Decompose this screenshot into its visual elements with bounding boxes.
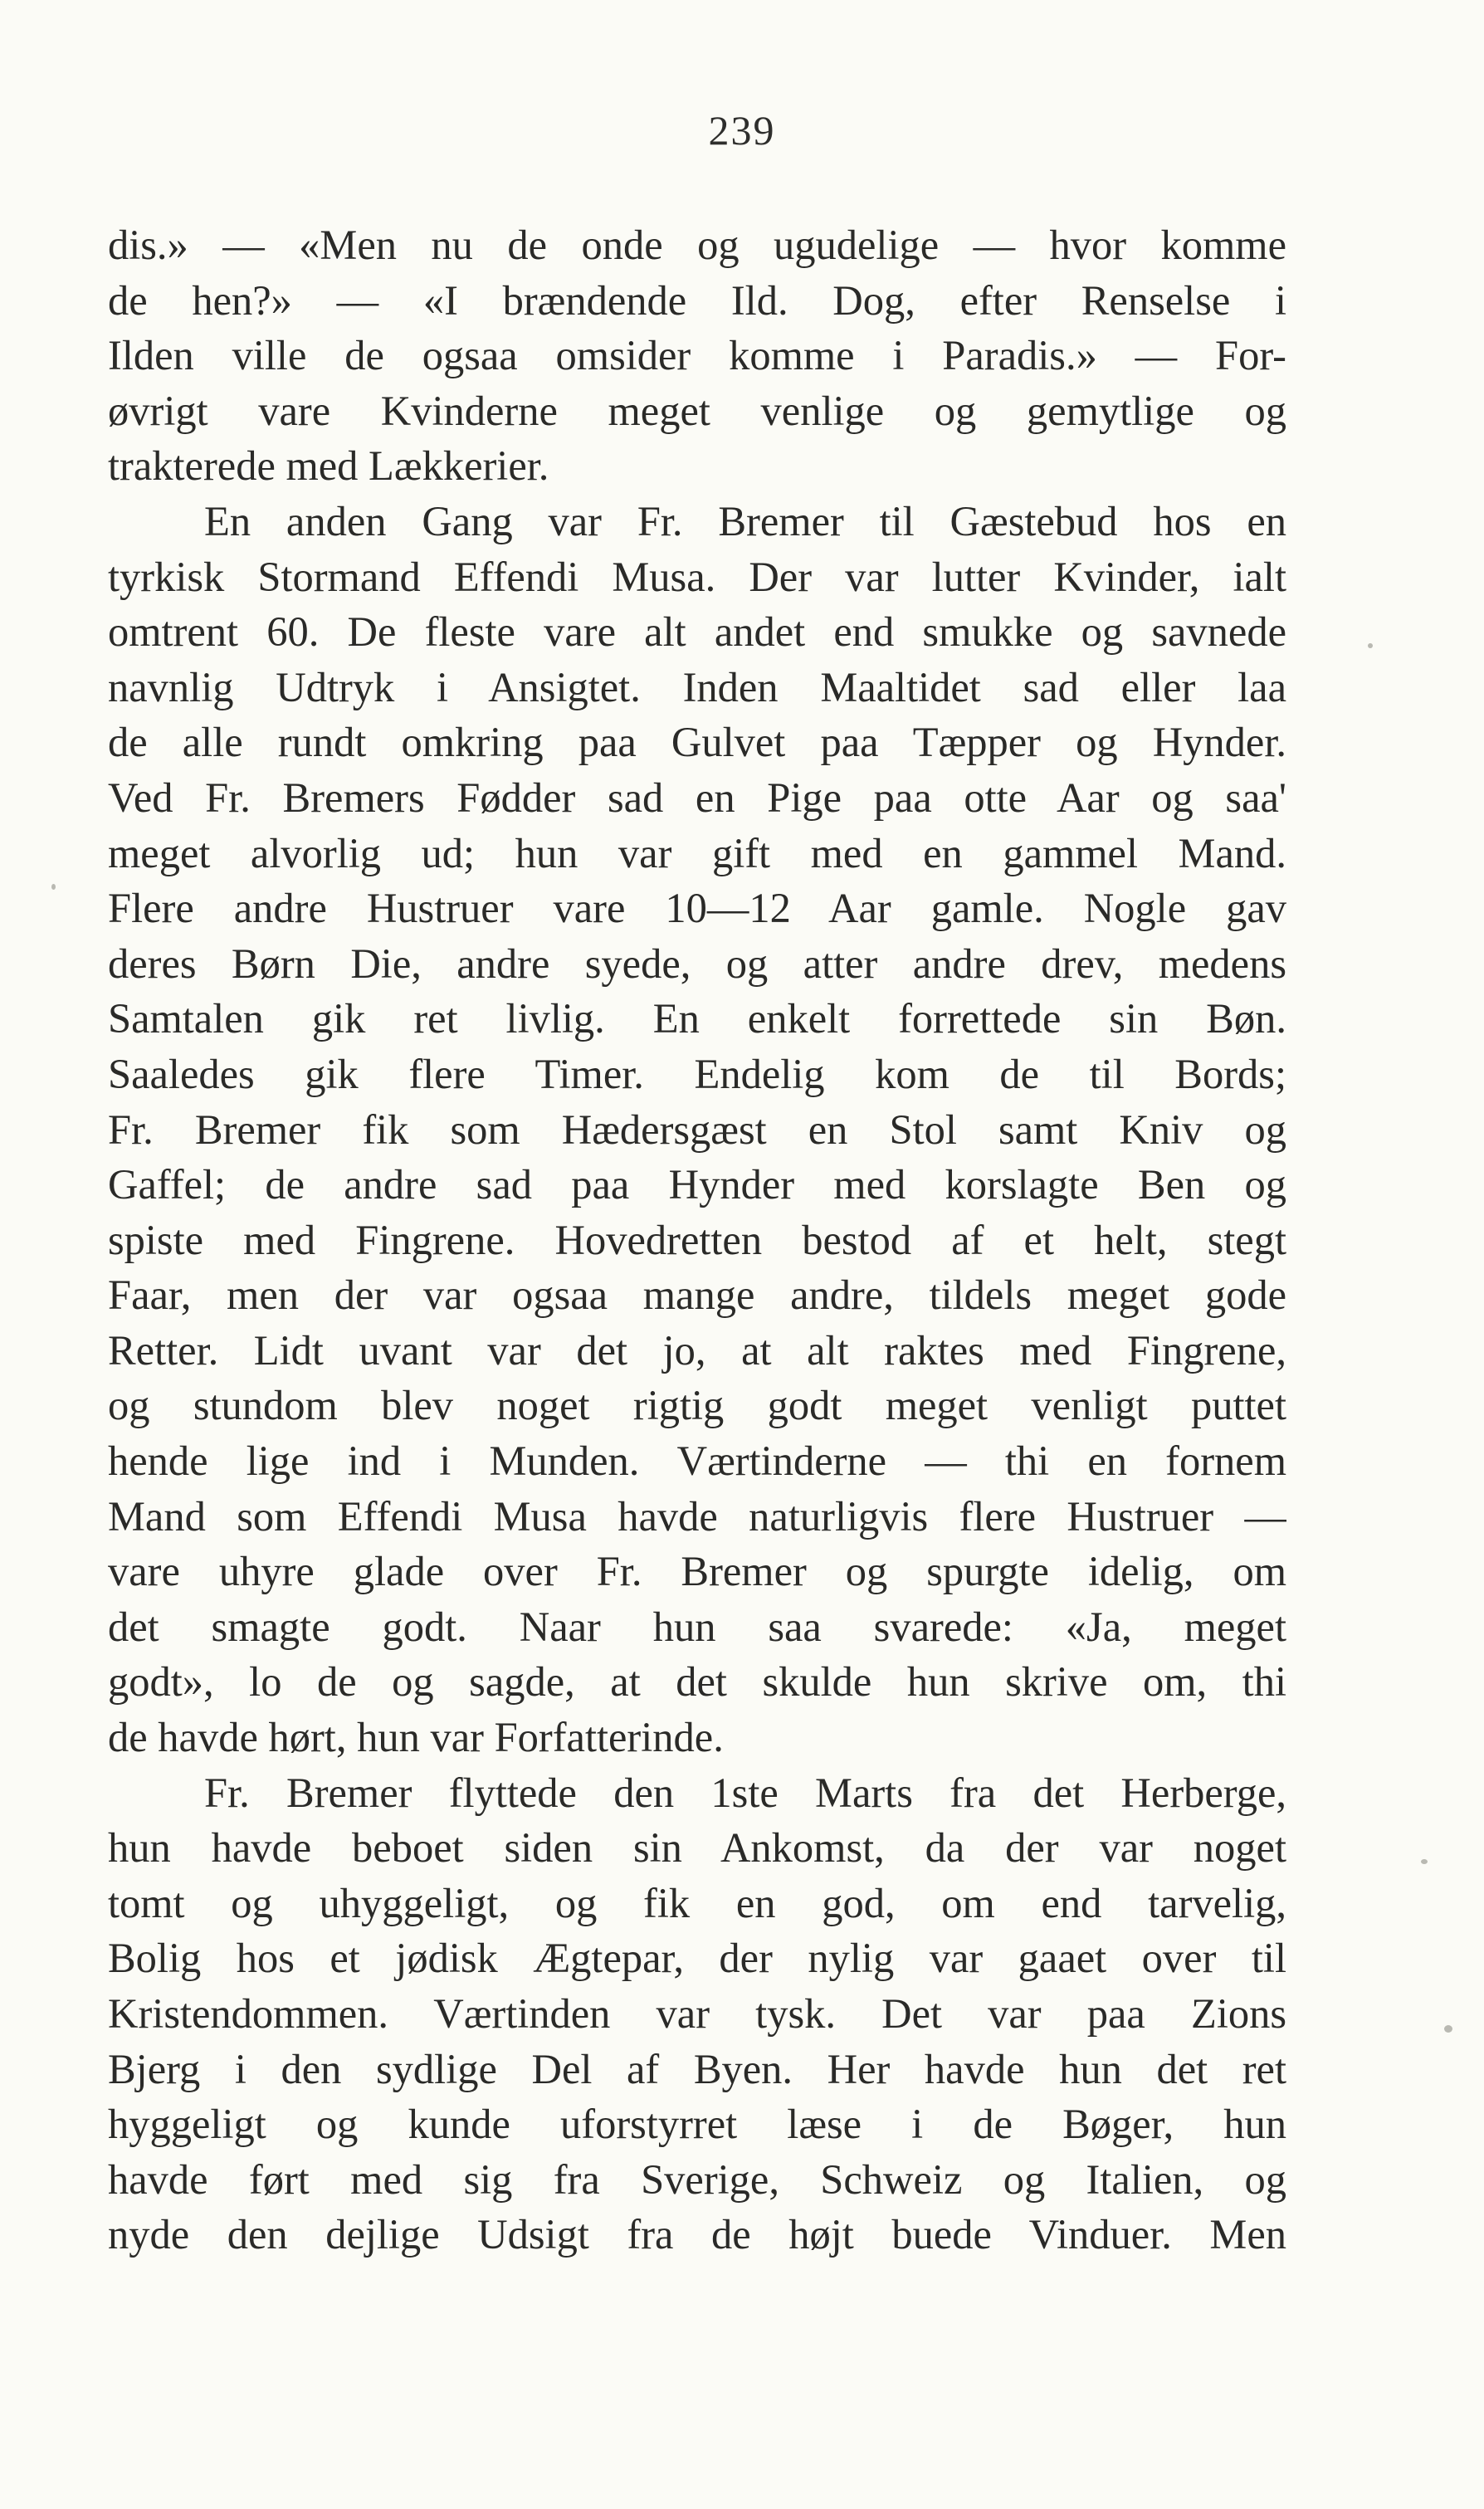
text-line: Kristendommen. Værtinden var tysk. Det var paa Zions	[108, 1990, 1286, 2037]
paper-speck	[1421, 1859, 1428, 1864]
text-line: hende lige ind i Munden. Værtinderne — thi en fornem	[108, 1438, 1286, 1485]
text-line: nyde den dejlige Udsigt fra de højt buede Vinduer. Men	[108, 2211, 1286, 2258]
paper-speck	[1368, 643, 1373, 648]
text-line: de alle rundt omkring paa Gulvet paa Tæpper og Hynder.	[108, 719, 1286, 766]
paragraph-2	[108, 494, 1286, 1765]
body-text	[108, 217, 1286, 2262]
text-line: hun havde beboet siden sin Ankomst, da der var noget	[108, 1824, 1286, 1872]
text-line: godt», lo de og sagde, at det skulde hun skrive om, thi	[108, 1658, 1286, 1706]
text-line: Ilden ville de ogsaa omsider komme i Paradis.» — For-	[108, 332, 1286, 379]
text-line: En anden Gang var Fr. Bremer til Gæstebud hos en	[204, 497, 1286, 544]
text-line: omtrent 60. De fleste vare alt andet end smukke og savnede	[108, 608, 1286, 656]
text-line: tyrkisk Stormand Effendi Musa. Der var lutter Kvinder, ialt	[108, 553, 1286, 600]
text-line: det smagte godt. Naar hun saa svarede: «Ja, meget	[108, 1603, 1286, 1650]
text-line: spiste med Fingrene. Hovedretten bestod af et helt, stegt	[108, 1216, 1286, 1263]
text-line: Mand som Effendi Musa havde naturligvis flere Hustruer —	[108, 1492, 1286, 1540]
text-line: Faar, men der var ogsaa mange andre, tildels meget gode	[108, 1272, 1286, 1319]
paragraph-3	[108, 1765, 1286, 2262]
text-line: øvrigt vare Kvinderne meget venlige og gemytlige og	[108, 387, 1286, 434]
text-line: Samtalen gik ret livlig. En enkelt forrettede sin Bøn.	[108, 995, 1286, 1042]
text-line: Fr. Bremer flyttede den 1ste Marts fra det Herberge,	[204, 1769, 1286, 1816]
paper-speck	[51, 884, 56, 890]
text-line: Flere andre Hustruer vare 10—12 Aar gamle. Nogle gav	[108, 885, 1286, 932]
text-line: Ved Fr. Bremers Fødder sad en Pige paa otte Aar og saa'	[108, 774, 1286, 821]
paragraph-1	[108, 217, 1286, 494]
text-line: havde ført med sig fra Sverige, Schweiz og Italien, og	[108, 2155, 1286, 2203]
text-line: Bolig hos et jødisk Ægtepar, der nylig var gaaet over til	[108, 1935, 1286, 1982]
text-line: deres Børn Die, andre syede, og atter andre drev, medens	[108, 940, 1286, 987]
paper-speck	[1444, 2025, 1452, 2033]
text-line: de hen?» — «I brændende Ild. Dog, efter Renselse i	[108, 276, 1286, 324]
text-line: hyggeligt og kunde uforstyrret læse i de Bøger, hun	[108, 2101, 1286, 2148]
text-line: navnlig Udtryk i Ansigtet. Inden Maaltidet sad eller laa	[108, 663, 1286, 710]
page-number: 239	[708, 107, 776, 154]
text-line: trakterede med Lækkerier.	[108, 442, 549, 490]
text-line: Gaffel; de andre sad paa Hynder med korslagte Ben og	[108, 1161, 1286, 1208]
text-line: og stundom blev noget rigtig godt meget venligt puttet	[108, 1382, 1286, 1429]
text-line: Saaledes gik flere Timer. Endelig kom de til Bords;	[108, 1050, 1286, 1097]
text-line: Retter. Lidt uvant var det jo, at alt raktes med Fingrene,	[108, 1326, 1286, 1374]
text-line: meget alvorlig ud; hun var gift med en gammel Mand.	[108, 829, 1286, 876]
text-line: vare uhyre glade over Fr. Bremer og spurgte idelig, om	[108, 1548, 1286, 1595]
text-line: tomt og uhyggeligt, og fik en god, om end tarvelig,	[108, 1879, 1286, 1926]
text-line: de havde hørt, hun var Forfatterinde.	[108, 1714, 724, 1761]
text-line: Fr. Bremer fik som Hædersgæst en Stol samt Kniv og	[108, 1106, 1286, 1153]
text-line: dis.» — «Men nu de onde og ugudelige — hvor komme	[108, 222, 1286, 268]
text-line: Bjerg i den sydlige Del af Byen. Her havde hun det ret	[108, 2045, 1286, 2092]
